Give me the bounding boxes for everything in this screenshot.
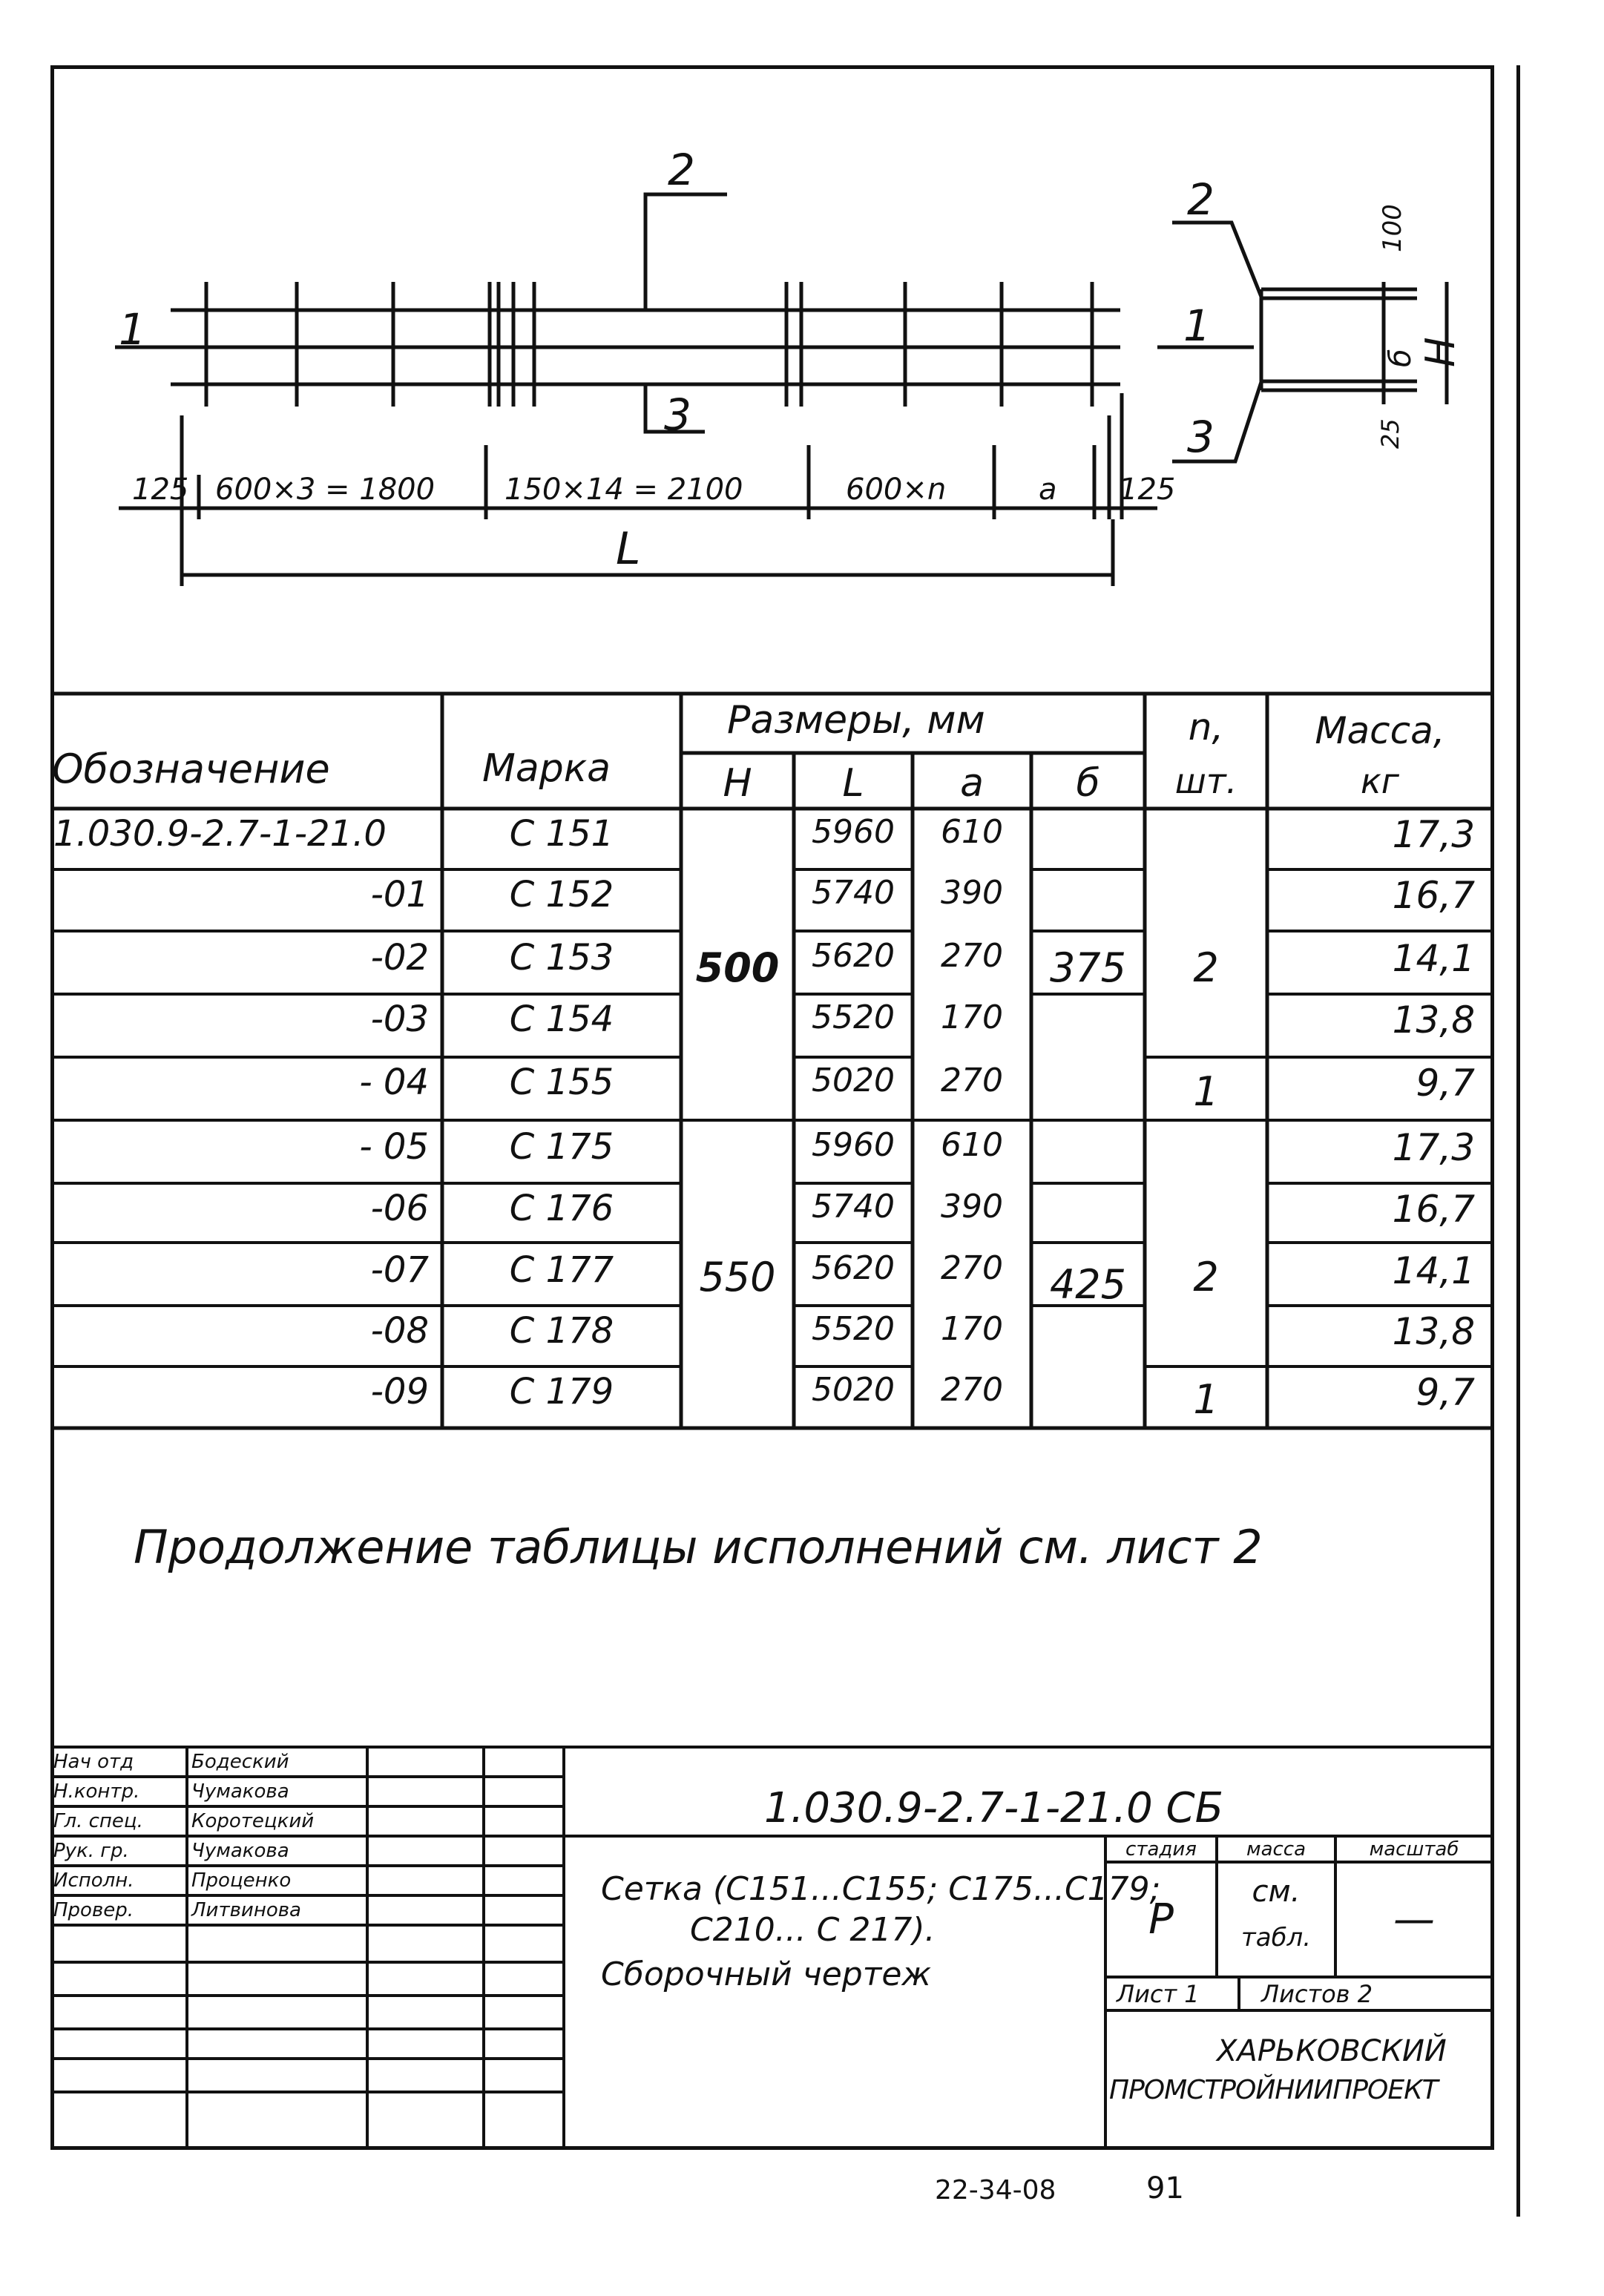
section-callout-1: 1 bbox=[1183, 300, 1211, 351]
row-L: 5620 bbox=[812, 1249, 895, 1287]
row-mark: С 179 bbox=[509, 1371, 614, 1412]
row-designation: -06 bbox=[370, 1188, 429, 1229]
title-line1: Сетка (С151...С155; С175...С179; bbox=[601, 1870, 1161, 1908]
row-a: 270 bbox=[941, 1062, 1003, 1099]
row-a: 270 bbox=[941, 1249, 1003, 1287]
dim-seg2: 150×14 = 2100 bbox=[504, 473, 743, 507]
row-mass: 17,3 bbox=[1392, 1126, 1475, 1169]
row-a: 610 bbox=[941, 813, 1003, 851]
row-mark: С 153 bbox=[509, 937, 614, 978]
signature-role: Рук. гр. bbox=[53, 1840, 129, 1862]
row-mass: 13,8 bbox=[1392, 999, 1475, 1042]
row-a: 390 bbox=[941, 1188, 1003, 1226]
row-mass: 16,7 bbox=[1392, 1188, 1475, 1231]
row-mark: С 154 bbox=[509, 999, 614, 1040]
header-mass-unit: кг bbox=[1361, 761, 1399, 801]
row-a: 170 bbox=[941, 999, 1003, 1036]
row-a: 170 bbox=[941, 1310, 1003, 1348]
header-mass: Масса, bbox=[1315, 709, 1445, 752]
header-n: n, bbox=[1188, 705, 1224, 749]
signature-role: Н.контр. bbox=[53, 1780, 140, 1803]
mass-value-1: см. bbox=[1252, 1875, 1301, 1909]
group2-H: 550 bbox=[699, 1254, 776, 1300]
row-designation: -01 bbox=[370, 874, 429, 915]
row-mark: С 177 bbox=[509, 1249, 614, 1291]
header-mark: Марка bbox=[482, 746, 611, 791]
row-mark: С 155 bbox=[509, 1062, 614, 1103]
group1-H: 500 bbox=[695, 944, 780, 991]
row-L: 5020 bbox=[812, 1371, 895, 1409]
row-a: 390 bbox=[941, 874, 1003, 912]
dim-seg3: 600×n bbox=[846, 473, 947, 507]
row-a: 270 bbox=[941, 1371, 1003, 1409]
mass-label: масса bbox=[1246, 1838, 1306, 1861]
stage-value: Р bbox=[1148, 1895, 1174, 1944]
group2-n-last: 1 bbox=[1193, 1376, 1219, 1423]
group1-b: 375 bbox=[1049, 944, 1127, 991]
row-a: 270 bbox=[941, 937, 1003, 975]
title-line2: С210... С 217). bbox=[690, 1911, 936, 1949]
row-L: 5740 bbox=[812, 874, 895, 912]
row-mass: 14,1 bbox=[1392, 1249, 1475, 1292]
section-callout-3: 3 bbox=[1187, 412, 1214, 462]
row-designation: -09 bbox=[370, 1371, 429, 1412]
org-line1: ХАРЬКОВСКИЙ bbox=[1217, 2034, 1447, 2068]
callout-1-left: 1 bbox=[119, 304, 146, 355]
signature-name: Бодеский bbox=[191, 1751, 289, 1773]
row-mark: С 178 bbox=[509, 1310, 614, 1352]
row-designation: -02 bbox=[370, 937, 429, 978]
row-L: 5520 bbox=[812, 999, 895, 1036]
dim-seg4: a bbox=[1039, 473, 1057, 507]
row-designation: -07 bbox=[370, 1249, 429, 1291]
row-mark: С 151 bbox=[509, 813, 614, 855]
header-b: б bbox=[1076, 761, 1100, 806]
section-dim-top: 100 bbox=[1378, 204, 1407, 252]
header-dimensions: Размеры, мм bbox=[727, 698, 985, 743]
row-designation: - 04 bbox=[359, 1062, 429, 1103]
scale-value: — bbox=[1393, 1895, 1435, 1944]
signature-name: Проценко bbox=[191, 1869, 292, 1892]
row-mass: 9,7 bbox=[1416, 1062, 1475, 1105]
section-dim-total: H bbox=[1417, 337, 1464, 367]
sheets-label: Листов 2 bbox=[1261, 1980, 1373, 2008]
stage-label: стадия bbox=[1125, 1838, 1197, 1861]
dim-end-left: 125 bbox=[132, 473, 189, 507]
row-L: 5960 bbox=[812, 1126, 895, 1164]
callout-2-top: 2 bbox=[668, 145, 695, 195]
group1-n-main: 2 bbox=[1193, 944, 1219, 991]
signature-name: Чумакова bbox=[191, 1840, 289, 1862]
signature-name: Коротецкий bbox=[191, 1810, 315, 1832]
row-L: 5520 bbox=[812, 1310, 895, 1348]
row-L: 5960 bbox=[812, 813, 895, 851]
row-designation: - 05 bbox=[359, 1126, 429, 1168]
section-dim-bottom: 25 bbox=[1376, 418, 1404, 449]
sheet-label: Лист 1 bbox=[1117, 1980, 1200, 2008]
group2-b: 425 bbox=[1049, 1261, 1127, 1308]
continuation-note: Продолжение таблицы исполнений см. лист 2 bbox=[134, 1520, 1263, 1574]
scale-label: масштаб bbox=[1369, 1838, 1459, 1861]
title-line3: Сборочный чертеж bbox=[601, 1955, 932, 1993]
row-mark: С 176 bbox=[509, 1188, 614, 1229]
signature-name: Чумакова bbox=[191, 1780, 289, 1803]
row-a: 610 bbox=[941, 1126, 1003, 1164]
signature-role: Исполн. bbox=[53, 1869, 134, 1892]
signature-role: Нач отд bbox=[53, 1751, 134, 1773]
dim-seg1: 600×3 = 1800 bbox=[215, 473, 435, 507]
section-callout-2: 2 bbox=[1187, 174, 1214, 225]
row-mass: 13,8 bbox=[1392, 1310, 1475, 1353]
row-mass: 9,7 bbox=[1416, 1371, 1475, 1414]
header-L: L bbox=[842, 761, 864, 806]
mass-value-2: табл. bbox=[1240, 1923, 1312, 1953]
row-mark: С 175 bbox=[509, 1126, 614, 1168]
row-mass: 16,7 bbox=[1392, 874, 1475, 917]
row-mark: С 152 bbox=[509, 874, 614, 915]
header-n-unit: шт. bbox=[1174, 761, 1237, 801]
signature-role: Гл. спец. bbox=[53, 1810, 143, 1832]
row-L: 5620 bbox=[812, 937, 895, 975]
signature-role: Провер. bbox=[53, 1899, 134, 1921]
section-dim-mid: б bbox=[1384, 349, 1418, 367]
row-mass: 17,3 bbox=[1392, 813, 1475, 856]
callout-3-bottom: 3 bbox=[664, 389, 691, 440]
signature-name: Литвинова bbox=[191, 1899, 301, 1921]
row-L: 5020 bbox=[812, 1062, 895, 1099]
header-a: a bbox=[960, 761, 984, 806]
page-number: 91 bbox=[1146, 2171, 1184, 2205]
group2-n-main: 2 bbox=[1193, 1254, 1219, 1300]
header-H: H bbox=[723, 761, 752, 806]
row-designation: 1.030.9-2.7-1-21.0 bbox=[53, 813, 387, 855]
row-designation: -03 bbox=[370, 999, 429, 1040]
dim-total: L bbox=[616, 523, 641, 575]
group1-n-last: 1 bbox=[1193, 1068, 1219, 1115]
header-designation: Обозначение bbox=[52, 746, 330, 792]
row-designation: -08 bbox=[370, 1310, 429, 1352]
row-L: 5740 bbox=[812, 1188, 895, 1226]
org-line2: ПРОМСТРОЙНИИПРОЕКТ bbox=[1109, 2075, 1438, 2105]
row-mass: 14,1 bbox=[1392, 937, 1475, 980]
doc-code: 1.030.9-2.7-1-21.0 СБ bbox=[764, 1784, 1224, 1832]
dim-end-right: 125 bbox=[1119, 473, 1176, 507]
inventory-number: 22-34-08 bbox=[935, 2175, 1056, 2205]
